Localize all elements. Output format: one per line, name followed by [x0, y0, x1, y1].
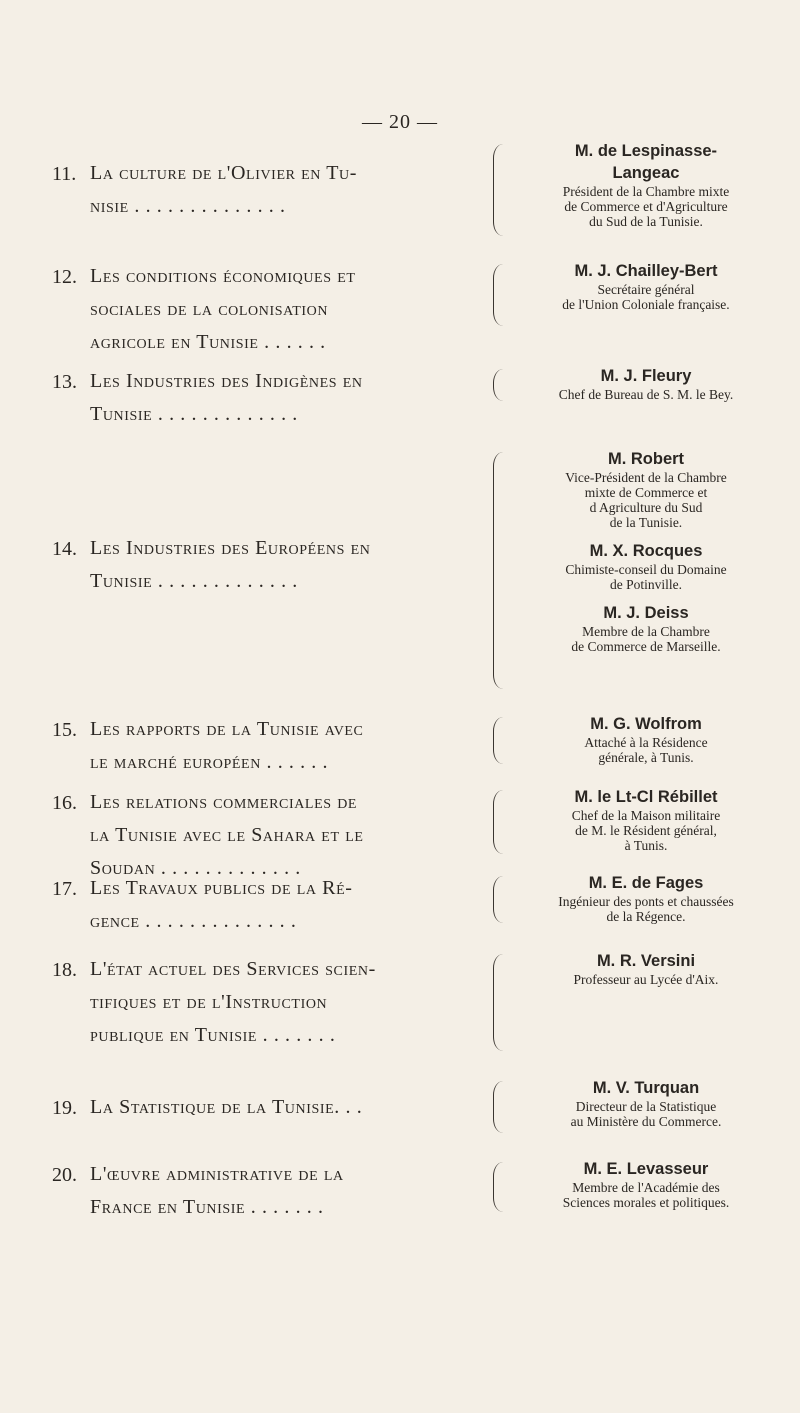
entry-title-line: La culture de l'Olivier en Tu-: [90, 162, 358, 184]
entry-number: 15.: [52, 719, 77, 741]
entry-title: [90, 1091, 490, 1124]
entry-number: 18.: [52, 959, 77, 981]
entry-title-line: gence . . . . . . . . . . . . . .: [90, 910, 297, 932]
entry-title: [90, 872, 490, 938]
brace-divider: [493, 144, 504, 236]
entry-title-line: La Statistique de la Tunisie. . .: [90, 1096, 363, 1118]
brace-divider: [493, 264, 504, 326]
entry-title-line: Les Travaux publics de la Ré-: [90, 877, 353, 899]
entry-title: [90, 786, 490, 885]
entry-title-line: Les Industries des Européens en: [90, 537, 371, 559]
entry-number: 19.: [52, 1097, 77, 1119]
author: [510, 602, 782, 654]
author-name: M. J. Fleury: [600, 367, 692, 385]
entry-title: [90, 532, 490, 598]
author-name: M. de Lespinasse- Langeac: [574, 142, 718, 182]
author-description: Président de la Chambre mixte de Commerce et d'Agriculture du Sud de la Tunisie.: [562, 184, 730, 229]
author-name: M. G. Wolfrom: [590, 715, 702, 733]
brace-divider: [493, 1162, 504, 1212]
author-description: Professeur au Lycée d'Aix.: [573, 972, 719, 987]
author-name: M. V. Turquan: [592, 1079, 700, 1097]
page-number: — 20 —: [362, 111, 438, 133]
entry-number: 13.: [52, 371, 77, 393]
entry-authors: [510, 448, 782, 664]
entry-title-line: agricole en Tunisie . . . . . .: [90, 331, 326, 353]
author-description: Chimiste-conseil du Domaine de Potinville.: [565, 562, 727, 592]
author: [510, 872, 782, 924]
entry-number: 16.: [52, 792, 77, 814]
entry-authors: [510, 950, 782, 997]
brace-divider: [493, 790, 504, 854]
entry-title-line: Les rapports de la Tunisie avec: [90, 718, 364, 740]
entry-number: 12.: [52, 266, 77, 288]
author-description: Membre de la Chambre de Commerce de Marseille.: [571, 624, 721, 654]
author-description: Chef de la Maison militaire de M. le Résident général, à Tunis.: [571, 808, 721, 853]
entry-title: [90, 157, 490, 223]
entry-title-line: Les relations commerciales de: [90, 791, 358, 813]
author: [510, 786, 782, 853]
entry-title-line: L'état actuel des Services scien-: [90, 958, 376, 980]
entry-title-line: sociales de la colonisation: [90, 298, 329, 320]
entry-title: [90, 713, 490, 779]
brace-divider: [493, 717, 504, 764]
entry-authors: [510, 1077, 782, 1139]
entry-title: [90, 260, 490, 359]
brace-divider: [493, 954, 504, 1051]
brace-divider: [493, 452, 504, 689]
author: [510, 713, 782, 765]
entry-number: 17.: [52, 878, 77, 900]
entry-title-line: L'œuvre administrative de la: [90, 1163, 344, 1185]
entry-title-line: Les Industries des Indigènes en: [90, 370, 363, 392]
entry-title: [90, 953, 490, 1052]
entry-title-line: Soudan . . . . . . . . . . . . .: [90, 857, 301, 879]
entry-authors: [510, 713, 782, 775]
author: [510, 448, 782, 530]
author: [510, 540, 782, 592]
author: [510, 1158, 782, 1210]
brace-divider: [493, 1081, 504, 1133]
author-name: M. E. de Fages: [588, 874, 704, 892]
author: [510, 260, 782, 312]
entry-title-line: Tunisie . . . . . . . . . . . . .: [90, 570, 298, 592]
entry-title-line: nisie . . . . . . . . . . . . . .: [90, 195, 286, 217]
entry-title: [90, 1158, 490, 1224]
entry-number: 20.: [52, 1164, 77, 1186]
entry-authors: [510, 260, 782, 322]
entry-number: 14.: [52, 538, 77, 560]
author-name: M. Robert: [607, 450, 685, 468]
author-description: Vice-Président de la Chambre mixte de Commerce et d Agriculture du Sud de la Tunisie.: [565, 470, 727, 530]
entry-title: [90, 365, 490, 431]
entry-title-line: tifiques et de l'Instruction: [90, 991, 328, 1013]
author-description: Directeur de la Statistique au Ministère du Commerce.: [570, 1099, 722, 1129]
author-name: M. J. Chailley-Bert: [574, 262, 718, 280]
entry-title-line: France en Tunisie . . . . . . .: [90, 1196, 324, 1218]
author: [510, 1077, 782, 1129]
entry-authors: [510, 1158, 782, 1220]
entry-number: 11.: [52, 163, 77, 185]
entry-title-line: le marché européen . . . . . .: [90, 751, 329, 773]
entry-authors: [510, 786, 782, 863]
author-description: Membre de l'Académie des Sciences morales et politiques.: [562, 1180, 730, 1210]
entry-authors: [510, 872, 782, 934]
entry-title-line: publique en Tunisie . . . . . . .: [90, 1024, 336, 1046]
author-description: Chef de Bureau de S. M. le Bey.: [558, 387, 734, 402]
entry-title-line: Les conditions économiques et: [90, 265, 356, 287]
author-description: Ingénieur des ponts et chaussées de la Régence.: [558, 894, 734, 924]
author-description: Secrétaire général de l'Union Coloniale française.: [562, 282, 730, 312]
author: [510, 950, 782, 987]
author-description: Attaché à la Résidence générale, à Tunis.: [584, 735, 708, 765]
entry-authors: [510, 140, 782, 239]
author-name: M. X. Rocques: [589, 542, 703, 560]
author: [510, 140, 782, 229]
brace-divider: [493, 369, 504, 401]
author-name: M. le Lt-Cl Rébillet: [574, 788, 718, 806]
brace-divider: [493, 876, 504, 923]
entry-title-line: la Tunisie avec le Sahara et le: [90, 824, 364, 846]
author-name: M. J. Deiss: [603, 604, 689, 622]
author-name: M. R. Versini: [596, 952, 696, 970]
entry-title-line: Tunisie . . . . . . . . . . . . .: [90, 403, 298, 425]
author: [510, 365, 782, 402]
author-name: M. E. Levasseur: [583, 1160, 709, 1178]
entry-authors: [510, 365, 782, 412]
